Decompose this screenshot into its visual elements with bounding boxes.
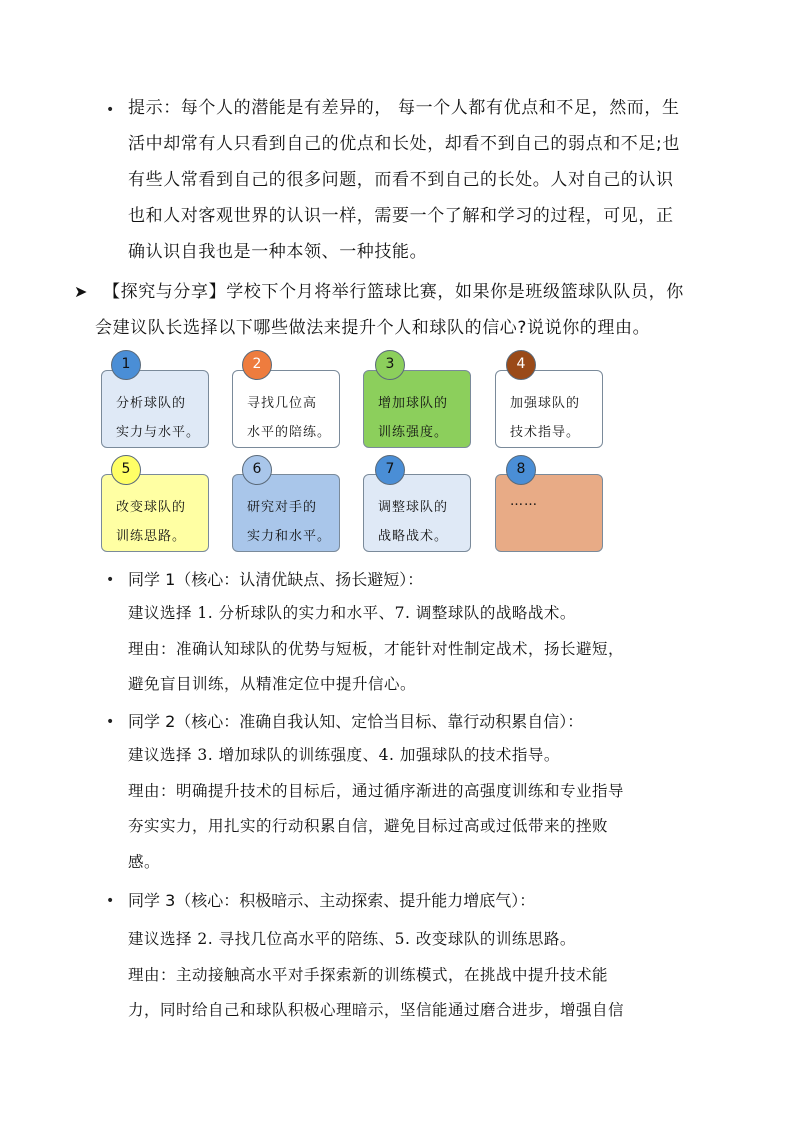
number-badge-8: 8 — [506, 455, 536, 485]
student-line: 力，同时给自己和球队积极心理暗示，坚信能通过磨合进步，增强自信 — [128, 1001, 625, 1019]
hint-line: 活中却常有人只看到自己的优点和长处，却看不到自己的弱点和不足;也 — [128, 134, 680, 154]
card-line: …… — [510, 494, 538, 509]
student-line: 感。 — [128, 852, 161, 871]
option-card-6 — [232, 474, 340, 552]
student-3-heading: 同学 3（核心：积极暗示、主动探索、提升能力增底气）： — [128, 891, 536, 910]
card-line: 实力与水平。 — [116, 425, 201, 440]
card-line: 调整球队的 — [378, 500, 449, 515]
hint-line: 也和人对客观世界的认识一样，需要一个了解和学习的过程，可见，正 — [128, 206, 674, 226]
card-line: 水平的陪练。 — [247, 425, 332, 440]
card-line: 增加球队的 — [378, 396, 449, 411]
task-line: 【探究与分享】学校下个月将举行篮球比赛，如果你是班级篮球队队员，你 — [103, 282, 684, 302]
card-line: 技术指导。 — [510, 425, 581, 440]
student-line: 建议选择 1. 分析球队的实力和水平、7. 调整球队的战略战术。 — [128, 604, 576, 622]
card-line: 寻找几位高 — [247, 396, 318, 411]
number-badge-7: 7 — [375, 455, 405, 485]
card-line: 分析球队的 — [116, 396, 187, 411]
card-line: 研究对手的 — [247, 500, 318, 515]
task-paragraph — [95, 274, 743, 346]
student-line: 建议选择 3. 增加球队的训练强度、4. 加强球队的技术指导。 — [128, 746, 560, 764]
number-badge-2: 2 — [242, 350, 272, 380]
bullet-icon: • — [106, 102, 115, 118]
arrow-bullet-icon: ➤ — [74, 282, 88, 301]
student-line: 理由：主动接触高水平对手探索新的训练模式，在挑战中提升技术能 — [128, 965, 609, 984]
number-badge-6: 6 — [242, 455, 272, 485]
card-line: 改变球队的 — [116, 500, 187, 515]
task-line: 会建议队长选择以下哪些做法来提升个人和球队的信心?说说你的理由。 — [95, 318, 651, 338]
option-card-2 — [232, 370, 340, 448]
student-2-heading: 同学 2（核心：准确自我认知、定恰当目标、靠行动积累自信）： — [128, 712, 584, 731]
student-line: 理由：明确提升技术的目标后，通过循序渐进的高强度训练和专业指导 — [128, 781, 625, 800]
option-card-3 — [363, 370, 471, 448]
student-2-body — [128, 738, 728, 880]
option-card-1 — [101, 370, 209, 448]
card-line: 训练思路。 — [116, 529, 187, 544]
student-line: 夯实实力，用扎实的行动积累自信，避免目标过高或过低带来的挫败 — [128, 817, 609, 835]
number-badge-5: 5 — [111, 455, 141, 485]
student-1-heading: 同学 1（核心：认清优缺点、扬长避短）： — [128, 570, 424, 589]
student-1-body — [128, 596, 728, 703]
student-line: 建议选择 2. 寻找几位高水平的陪练、5. 改变球队的训练思路。 — [128, 930, 576, 948]
hint-line: 提示：每个人的潜能是有差异的， 每一个人都有优点和不足，然而，生 — [128, 98, 680, 118]
number-badge-3: 3 — [375, 350, 405, 380]
student-3-body — [128, 922, 728, 1029]
bullet-icon: • — [106, 572, 115, 588]
option-card-4 — [495, 370, 603, 448]
number-badge-1: 1 — [111, 350, 141, 380]
bullet-icon: • — [106, 714, 115, 730]
card-line: 加强球队的 — [510, 396, 581, 411]
hint-line: 有些人常看到自己的很多问题，而看不到自己的长处。人对自己的认识 — [128, 170, 674, 190]
option-card-8 — [495, 474, 603, 552]
student-line: 避免盲目训练，从精准定位中提升信心。 — [128, 675, 417, 693]
card-line: 战略战术。 — [378, 529, 449, 544]
option-card-5 — [101, 474, 209, 552]
option-card-7 — [363, 474, 471, 552]
hint-line: 确认识自我也是一种本领、一种技能。 — [128, 242, 428, 262]
hint-paragraph — [128, 90, 728, 270]
student-line: 理由：准确认知球队的优势与短板，才能针对性制定战术，扬长避短， — [128, 639, 625, 658]
card-line: 实力和水平。 — [247, 529, 332, 544]
number-badge-4: 4 — [506, 350, 536, 380]
bullet-icon: • — [106, 893, 115, 909]
card-line: 训练强度。 — [378, 425, 449, 440]
